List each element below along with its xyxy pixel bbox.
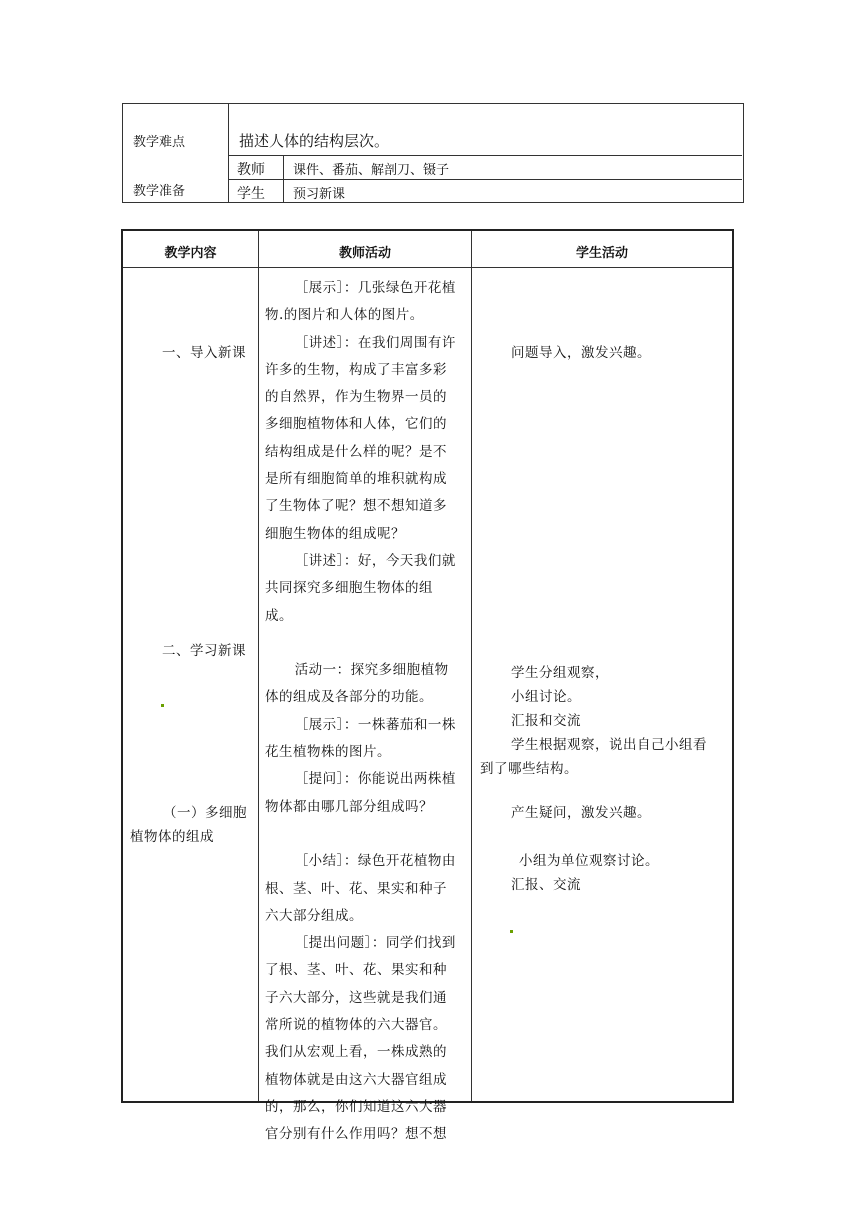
student-prep-content: 预习新课 (293, 187, 346, 202)
section-intro: 一、导入新课 (162, 345, 246, 361)
teacher-line: ［展示］：一株蕃茄和一株 (294, 716, 456, 733)
section-new-lesson: 二、学习新课 (162, 643, 246, 659)
student-note-5b: 到了哪些结构。 (480, 761, 578, 777)
teacher-line: 植物体就是由这六大器官组成 (265, 1071, 447, 1088)
teacher-line: 常所说的植物体的六大器官。 (265, 1017, 447, 1034)
teacher-role-label: 教师 (237, 162, 265, 178)
teacher-line: 物.的图片和人体的图片。 (265, 307, 424, 324)
stray-mark (510, 930, 513, 933)
table-divider (228, 155, 742, 156)
teacher-line: 的，那么，你们知道这六大器 (265, 1098, 447, 1115)
teacher-line: ［提问］：你能说出两株植 (294, 771, 456, 788)
teacher-line: ［小结］：绿色开花植物由 (294, 853, 456, 870)
teacher-line: ［提出问题］：同学们找到 (294, 935, 456, 952)
teacher-line: 六大部分组成。 (265, 907, 363, 924)
teacher-line: 结构组成是什么样的呢？是不 (265, 443, 447, 460)
header-content: 教学内容 (164, 246, 217, 261)
table-divider (283, 155, 284, 202)
student-note-7: 小组为单位观察讨论。 (519, 853, 659, 869)
difficulty-content: 描述人体的结构层次。 (239, 132, 390, 150)
teacher-line: 的自然界，作为生物界一员的 (265, 389, 447, 406)
subsection-label-1: （一）多细胞 (163, 805, 247, 821)
teacher-line: 是所有细胞简单的堆积就构成 (265, 471, 447, 488)
difficulty-label: 教学难点 (133, 135, 186, 150)
column-divider (258, 231, 259, 1101)
teacher-line: 细胞生物体的组成呢？ (265, 525, 405, 542)
teacher-line: 了生物体了呢？想不想知道多 (265, 498, 447, 515)
student-note-5a: 学生根据观察，说出自己小组看 (511, 737, 707, 753)
student-role-label: 学生 (237, 186, 265, 202)
subsection-label-2: 植物体的组成 (130, 829, 214, 845)
teacher-line: ［讲述］：好，今天我们就 (294, 552, 456, 569)
header-teacher: 教师活动 (338, 246, 391, 261)
teacher-line: ［讲述］：在我们周围有许 (294, 334, 456, 351)
student-note-6: 产生疑问，激发兴趣。 (511, 805, 651, 821)
teacher-line: 根、茎、叶、花、果实和种子 (265, 880, 447, 897)
teacher-line: 官分别有什么作用吗？想不想 (265, 1126, 447, 1143)
student-note-3: 小组讨论。 (511, 689, 581, 705)
teacher-line: 体的组成及各部分的功能。 (265, 689, 433, 706)
student-note-8: 汇报、交流 (511, 877, 581, 893)
teacher-line: 子六大部分，这些就是我们通 (265, 989, 447, 1006)
table-divider (228, 104, 229, 202)
student-note-2: 学生分组观察， (511, 665, 609, 681)
teacher-line: 成。 (265, 607, 293, 624)
header-student: 学生活动 (575, 246, 628, 261)
header-divider (123, 267, 732, 268)
teacher-line: 共同探究多细胞生物体的组 (265, 580, 433, 597)
teacher-line: 活动一：探究多细胞植物 (294, 662, 449, 679)
column-divider (471, 231, 472, 1101)
preparation-table (122, 103, 744, 203)
teacher-line: 多细胞植物体和人体，它们的 (265, 416, 447, 433)
lesson-table (121, 229, 734, 1143)
teacher-line: 了根、茎、叶、花、果实和种 (265, 962, 447, 979)
teacher-line: 物体都由哪几部分组成吗？ (265, 798, 433, 815)
stray-mark (161, 704, 164, 707)
teacher-line: ［展示］：几张绿色开花植 (294, 280, 456, 296)
teacher-line-blank (265, 630, 467, 657)
teacher-prep-content: 课件、番茄、解剖刀、镊子 (293, 163, 450, 178)
teacher-line: 许多的生物，构成了丰富多彩 (265, 361, 447, 378)
teacher-activity (265, 275, 467, 1149)
table-divider (228, 179, 742, 180)
student-note-4: 汇报和交流 (511, 713, 581, 729)
preparation-label: 教学准备 (133, 184, 186, 199)
teacher-line-blank (265, 821, 467, 848)
student-note-1: 问题导入，激发兴趣。 (511, 345, 651, 361)
teacher-line: 我们从宏观上看，一株成熟的 (265, 1044, 447, 1061)
teacher-line: 花生植物株的图片。 (265, 744, 391, 761)
